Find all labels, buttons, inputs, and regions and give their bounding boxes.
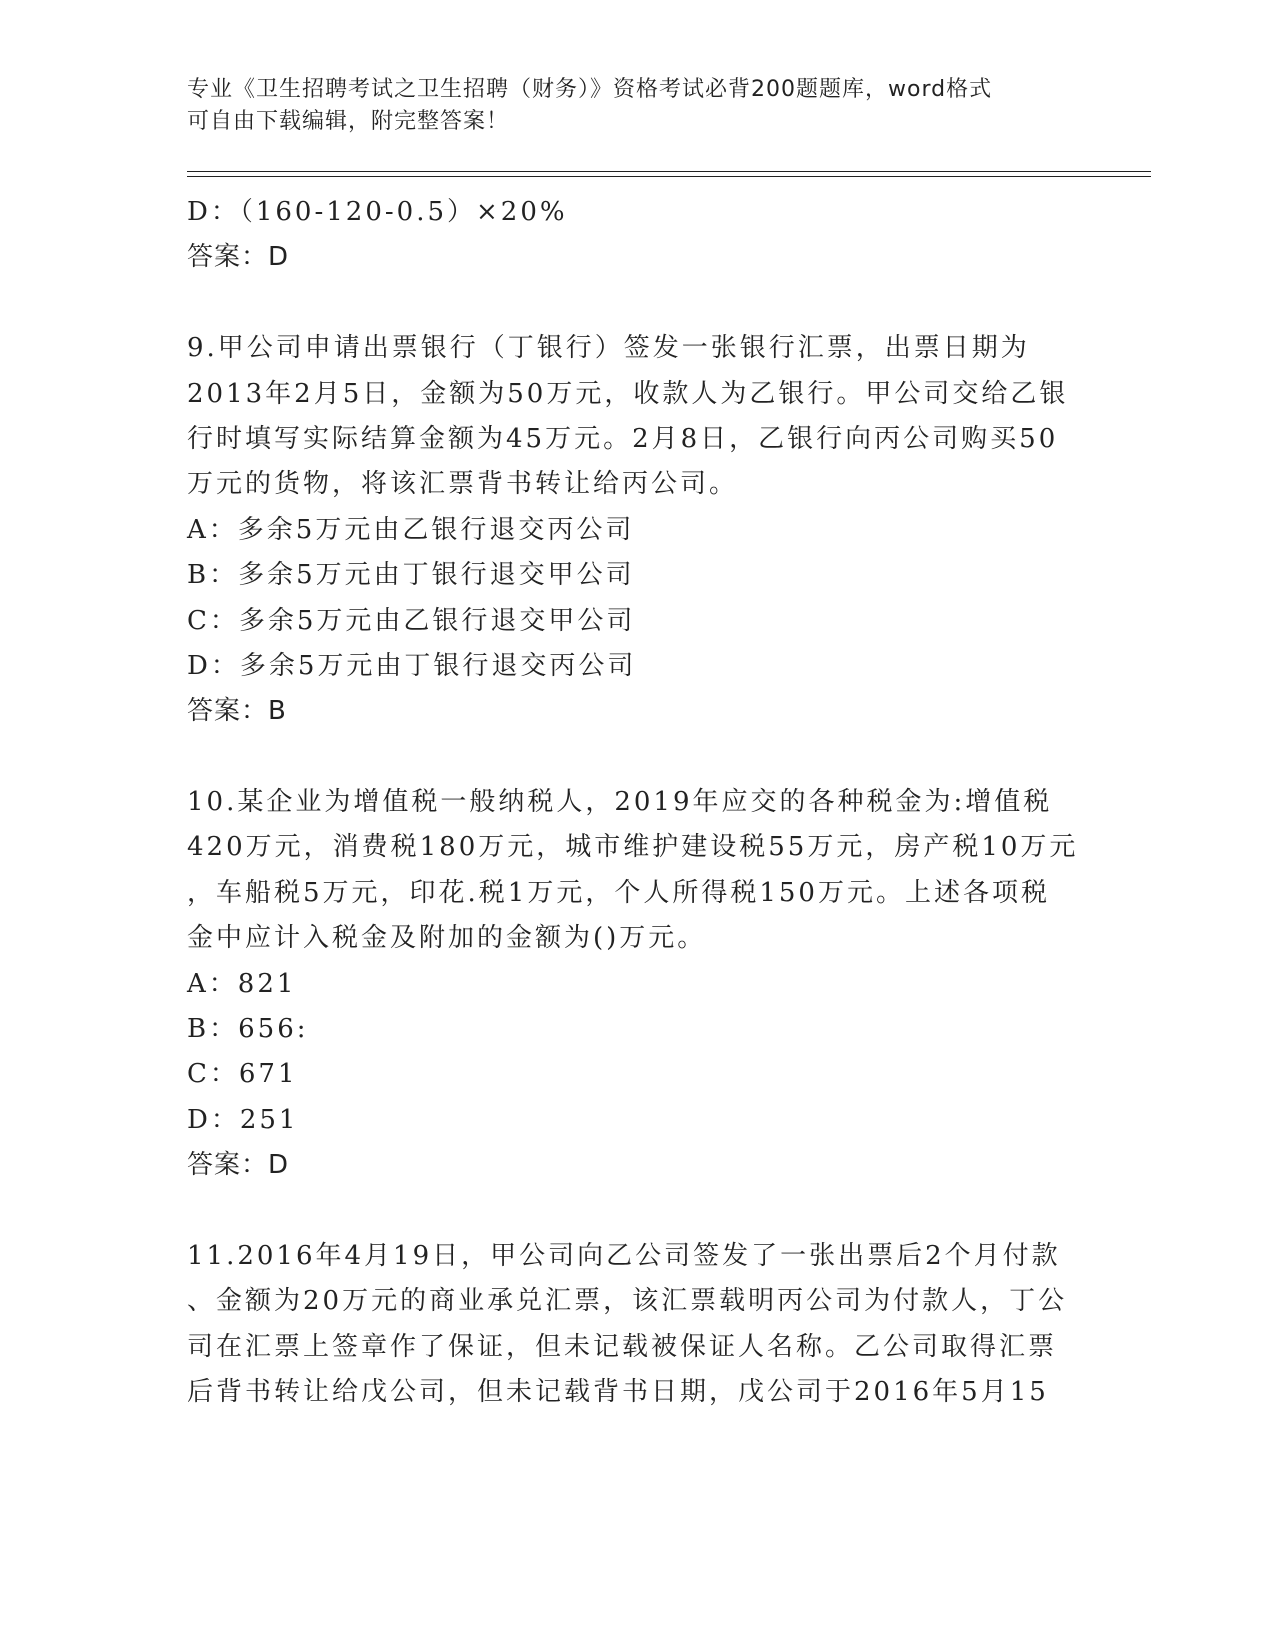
question-text-line: 行时填写实际结算金额为45万元。2月8日，乙银行向丙公司购买50 xyxy=(187,423,1059,454)
question-9 xyxy=(187,326,1087,735)
question-text-line: ，车船税5万元，印花.税1万元，个人所得税150万元。上述各项税 xyxy=(187,877,1050,908)
page-header xyxy=(187,74,1067,138)
option-d: D：多余5万元由丁银行退交丙公司 xyxy=(187,650,637,681)
answer: 答案：D xyxy=(187,1150,290,1181)
option-b: B：656: xyxy=(187,1014,309,1045)
option-d: D：（160-120-0.5）×20% xyxy=(187,197,568,227)
question-text-line: 司在汇票上签章作了保证，但未记载被保证人名称。乙公司取得汇票 xyxy=(187,1331,1058,1362)
spacer xyxy=(187,735,1087,780)
question-text-line: 万元的货物，将该汇票背书转让给丙公司。 xyxy=(187,469,739,500)
answer: 答案：D xyxy=(187,242,290,273)
option-b: B：多余5万元由丁银行退交甲公司 xyxy=(187,560,635,591)
option-c: C：671 xyxy=(187,1059,298,1090)
question-10 xyxy=(187,780,1087,1189)
question-text-line: 金中应计入税金及附加的金额为()万元。 xyxy=(187,923,707,954)
option-d: D：251 xyxy=(187,1104,299,1135)
question-text-line: 、金额为20万元的商业承兑汇票，该汇票载明丙公司为付款人，丁公 xyxy=(187,1286,1068,1317)
option-a: A：821 xyxy=(187,968,297,999)
question-text-line: 10.某企业为增值税一般纳税人，2019年应交的各种税金为:增值税 xyxy=(187,787,1053,818)
question-text-line: 420万元，消费税180万元，城市维护建设税55万元，房产税10万元 xyxy=(187,832,1079,863)
answer: 答案：B xyxy=(187,696,287,727)
question-text-line: 2013年2月5日，金额为50万元，收款人为乙银行。甲公司交给乙银 xyxy=(187,378,1069,409)
option-a: A：多余5万元由乙银行退交丙公司 xyxy=(187,514,635,545)
question-text-line: 后背书转让给戊公司，但未记载背书日期，戊公司于2016年5月15 xyxy=(187,1377,1049,1408)
prev-question-tail xyxy=(187,190,1087,281)
header-rule-top xyxy=(187,171,1151,172)
spacer xyxy=(187,1189,1087,1234)
header-line-2: 可自由下载编辑，附完整答案！ xyxy=(187,109,510,134)
question-text-line: 11.2016年4月19日，甲公司向乙公司签发了一张出票后2个月付款 xyxy=(187,1240,1061,1271)
question-11 xyxy=(187,1234,1087,1416)
header-rule-bottom xyxy=(187,176,1151,177)
option-c: C：多余5万元由乙银行退交甲公司 xyxy=(187,605,636,636)
question-text-line: 9.甲公司申请出票银行（丁银行）签发一张银行汇票，出票日期为 xyxy=(187,333,1030,364)
header-line-1: 专业《卫生招聘考试之卫生招聘（财务）》资格考试必背200题题库，word格式 xyxy=(187,77,993,102)
spacer xyxy=(187,281,1087,326)
document-body xyxy=(187,190,1087,1416)
